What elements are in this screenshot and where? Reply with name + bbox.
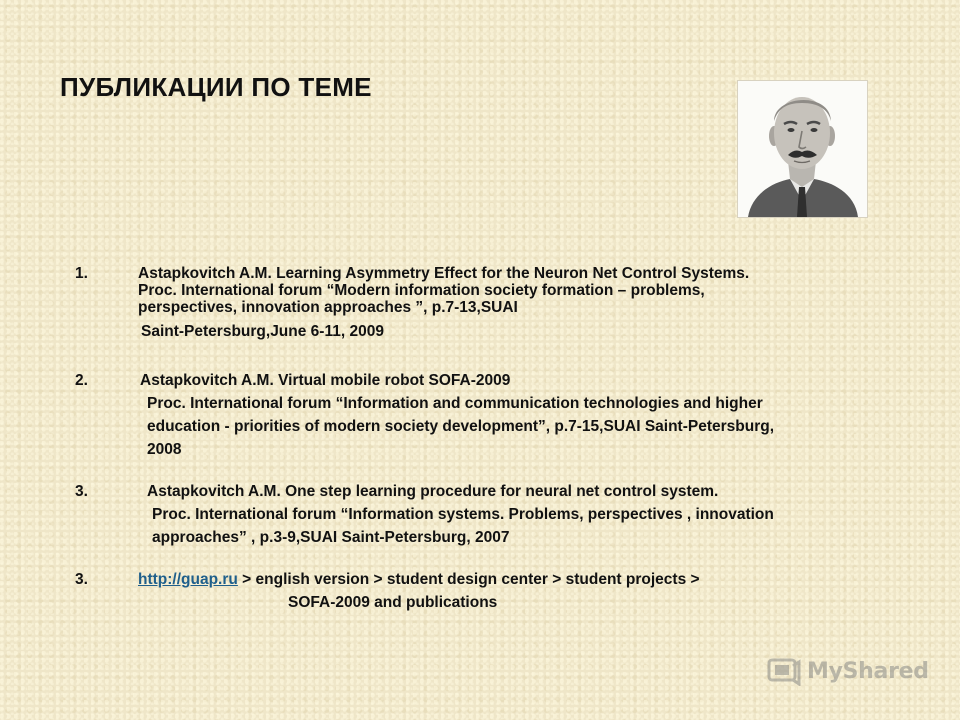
- publication-line: Proc. International forum “Information systems. Problems, perspectives , innovation: [152, 506, 774, 523]
- portrait-photo: [737, 80, 868, 218]
- myshared-logo-icon: [767, 656, 801, 686]
- guap-link[interactable]: http://guap.ru: [138, 571, 238, 588]
- link-path-text: > english version > student design center > student projects >: [237, 571, 700, 588]
- publication-number: 1.: [75, 265, 88, 282]
- publication-line: 2008: [147, 441, 182, 458]
- publication-line: Astapkovitch A.M. Virtual mobile robot SOFA-2009: [140, 372, 511, 389]
- watermark: [767, 656, 929, 686]
- publication-line: education - priorities of modern society development”, p.7-15,SUAI Saint-Petersburg,: [147, 418, 775, 435]
- publication-line: Proc. International forum “Modern information society formation – problems,: [138, 282, 705, 299]
- publication-line: perspectives, innovation approaches ”, p.7-13,SUAI: [138, 299, 518, 316]
- publication-place: Saint-Petersburg,June 6-11, 2009: [141, 323, 384, 340]
- publication-number: 3.: [75, 483, 88, 500]
- publication-line: Astapkovitch A.M. Learning Asymmetry Effect for the Neuron Net Control Systems.: [138, 265, 750, 282]
- page-title: ПУБЛИКАЦИИ ПО ТЕМЕ: [60, 72, 372, 102]
- publication-line: Astapkovitch A.M. One step learning procedure for neural net control system.: [147, 483, 719, 500]
- publication-line: Proc. International forum “Information and communication technologies and higher: [147, 395, 763, 412]
- watermark-text: MyShared: [807, 658, 929, 684]
- publication-number: 2.: [75, 372, 88, 389]
- publication-number: 3.: [75, 571, 88, 588]
- publication-line: approaches” , p.3-9,SUAI Saint-Petersburg, 2007: [152, 529, 510, 546]
- publication-line: SOFA-2009 and publications: [288, 594, 498, 611]
